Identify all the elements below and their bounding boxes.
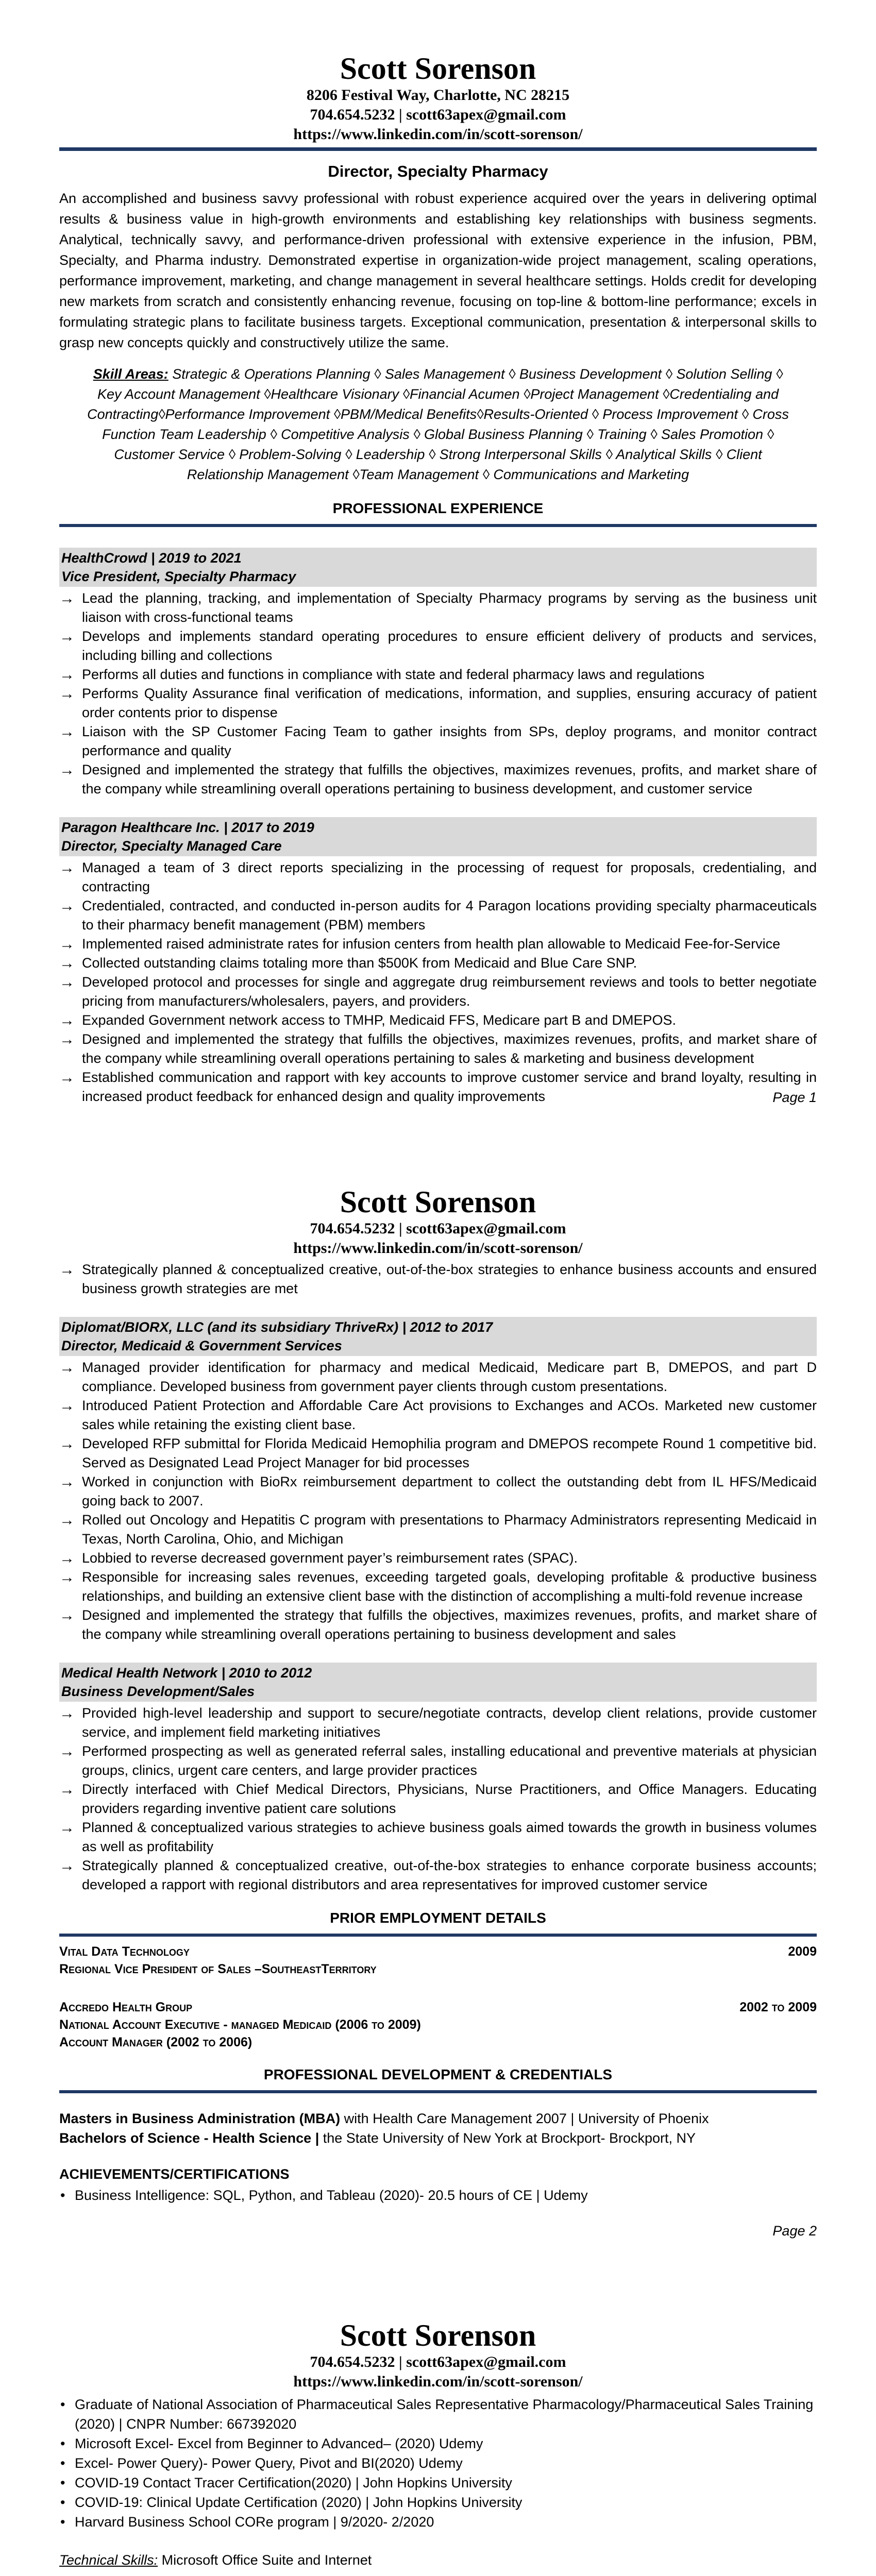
job-company: Medical Health Network | 2010 to 2012: [61, 1665, 312, 1681]
job-header: [59, 1317, 817, 1356]
job-bullets-carryover: [59, 1260, 817, 1298]
prior-years: 2002 to 2009: [739, 2000, 817, 2014]
job-header: [59, 817, 817, 856]
job-bullets: [59, 589, 817, 799]
bullet-item: → Develops and implements standard operating procedures to ensure efficient delivery of products and services, including billing and collections: [59, 627, 817, 665]
bullet-item: → Provided high-level leadership and support to secure/negotiate contracts, develop client relations, provide customer service, and implement field marketing initiatives: [59, 1704, 817, 1742]
prior-role: National Account Executive - managed Medicaid (2006 to 2009): [59, 2018, 421, 2032]
section-prior-employment: PRIOR EMPLOYMENT DETAILS: [330, 1910, 546, 1926]
page-3-content: [59, 2318, 817, 2570]
bullet-item: → Designed and implemented the strategy that fulfills the objectives, maximizes revenues, profits, and market share of the company while streamlining overall operations pertaining to business development, and customer service: [59, 760, 817, 799]
degree-detail: with Health Care Management 2007 | University of Phoenix: [340, 2111, 709, 2126]
bullet-item: → Designed and implemented the strategy that fulfills the objectives, maximizes revenues, profits, and market share of the company while streamlining overall operations pertaining to sales & marketing and business development: [59, 1030, 817, 1068]
achievements-list: [59, 2185, 817, 2205]
bullet-item: → Established communication and rapport with key accounts to improve customer service and brand loyalty, resulting in increased product feedback for enhanced design and quality improvements: [59, 1068, 817, 1106]
job-header: [59, 1663, 817, 1702]
prior-employment-row: [59, 1943, 817, 1960]
prior-company: Vital Data Technology: [59, 1944, 190, 1959]
bullet-item: → Planned & conceptualized various strategies to achieve business goals aimed towards the growth in business volumes as well as profitability: [59, 1818, 817, 1856]
prior-company: Accredo Health Group: [59, 2000, 193, 2014]
header-divider: [59, 147, 817, 151]
phone-email: 704.654.5232 | scott63apex@gmail.com: [310, 2353, 566, 2370]
bullet-item: → Developed protocol and processes for single and aggregate drug reimbursement reviews and tools to better negotiate pricing from manufacturers/wholesalers, payers, and providers.: [59, 973, 817, 1011]
education-entry: [59, 2109, 817, 2128]
bullet-item: → Managed a team of 3 direct reports specializing in the processing of request for proposals, credentialing, and contracting: [59, 858, 817, 896]
technical-skills-label: Technical Skills:: [59, 2552, 158, 2568]
bullet-item: → Expanded Government network access to TMHP, Medicaid FFS, Medicare part B and DMEPOS.: [59, 1011, 817, 1030]
bullet-item: → Liaison with the SP Customer Facing Team to gather insights from SPs, deploy programs, and monitor contract performance and quality: [59, 722, 817, 760]
page-3: [0, 2267, 876, 2576]
candidate-name: Scott Sorenson: [340, 1185, 536, 1219]
job-role: Director, Specialty Managed Care: [61, 838, 282, 854]
address: 8206 Festival Way, Charlotte, NC 28215: [306, 87, 570, 104]
job-bullets: [59, 1358, 817, 1644]
achievements-title: ACHIEVEMENTS/CERTIFICATIONS: [59, 2166, 290, 2182]
job-bullets: [59, 858, 817, 1106]
skill-areas: [80, 364, 796, 485]
job-role: Vice President, Specialty Pharmacy: [61, 569, 296, 584]
section-education: PROFESSIONAL DEVELOPMENT & CREDENTIALS: [263, 2066, 613, 2082]
achievement-item: • Business Intelligence: SQL, Python, and Tableau (2020)- 20.5 hours of CE | Udemy: [59, 2185, 817, 2205]
prior-employment-row: [59, 1998, 817, 2016]
bullet-item: → Performs Quality Assurance final verification of medications, information, and supplies, ensuring accuracy of patient order contents prior to dispense: [59, 684, 817, 722]
technical-skills-text: Microsoft Office Suite and Internet: [158, 2552, 372, 2568]
linkedin-link[interactable]: https://www.linkedin.com/in/scott-sorenson/: [293, 1240, 583, 1257]
bullet-item: → Designed and implemented the strategy that fulfills the objectives, maximizes revenues, profits, and market share of the company while streamlining overall operations pertaining to business development and sales: [59, 1606, 817, 1644]
bullet-item: → Directly interfaced with Chief Medical Directors, Physicians, Nurse Practitioners, and Office Managers. Educating providers regarding inventive patient care solutions: [59, 1780, 817, 1818]
section-divider: [59, 524, 817, 527]
job-company: HealthCrowd | 2019 to 2021: [61, 550, 242, 566]
candidate-name: Scott Sorenson: [340, 2318, 536, 2352]
section-divider: [59, 1934, 817, 1937]
page-number: Page 1: [772, 1090, 817, 1105]
job-role: Business Development/Sales: [61, 1684, 255, 1699]
bullet-item: → Collected outstanding claims totaling more than $500K from Medicaid and Blue Care SNP.: [59, 954, 817, 973]
page-2: [0, 1133, 876, 2267]
professional-title: Director, Specialty Pharmacy: [328, 162, 548, 180]
bullet-item: → Worked in conjunction with BioRx reimbursement department to collect the outstanding debt from IL HFS/Medicaid going back to 2007.: [59, 1472, 817, 1511]
candidate-name: Scott Sorenson: [340, 52, 536, 86]
prior-role: Regional Vice President of Sales –SoutheastTerritory: [59, 1962, 377, 1976]
achievement-item: • Graduate of National Association of Pharmaceutical Sales Representative Pharmacology/Pharmaceutical Sales Training (2020) | CNPR Number: 667392020: [59, 2395, 817, 2434]
bullet-item: → Developed RFP submittal for Florida Medicaid Hemophilia program and DMEPOS recompete Round 1 competitive bid. Served as Designated Lead Project Manager for bid processes: [59, 1434, 817, 1472]
achievements-list: [59, 2395, 817, 2532]
linkedin-link[interactable]: https://www.linkedin.com/in/scott-sorenson/: [293, 2373, 583, 2390]
job-company: Paragon Healthcare Inc. | 2017 to 2019: [61, 820, 314, 835]
achievement-item: • Harvard Business School CORe program | 9/2020- 2/2020: [59, 2512, 817, 2532]
technical-skills: [59, 2550, 817, 2570]
summary-paragraph: An accomplished and business savvy professional with robust experience acquired over the years in delivering optimal results & business value in high-growth environments and establishing key relationships with business segments. Analytical, technically savvy, and performance-driven professional with extensive experience in the infusion, PBM, Specialty, and Pharma industry. Demonstrated expertise in organization-wide project management, scaling operations, performance improvement, marketing, and change management in several healthcare settings. Holds credit for developing new markets from scratch and consistently enhancing revenue, focusing on top-line & bottom-line performance; excels in formulating strategic plans to facilitate business targets. Exceptional communication, presentation & interpersonal skills to grasp new concepts quickly and constructively utilize the same.: [59, 191, 817, 350]
prior-role: Account Manager (2002 to 2006): [59, 2035, 252, 2049]
bullet-item: → Performed prospecting as well as generated referral sales, installing educational and preventive materials at physician groups, clinics, urgent care centers, and large provider practices: [59, 1742, 817, 1780]
page-2-content: [59, 1185, 817, 2205]
job-bullets: [59, 1704, 817, 1894]
page-1-content: [59, 52, 817, 1106]
prior-employment-entry: [59, 1943, 817, 1978]
page-1: [0, 0, 876, 1133]
section-professional-experience: PROFESSIONAL EXPERIENCE: [332, 500, 544, 516]
bullet-item: → Rolled out Oncology and Hepatitis C program with presentations to Pharmacy Administrators representing Medicaid in Texas, North Carolina, Ohio, and Michigan: [59, 1511, 817, 1549]
education-entry: [59, 2128, 817, 2148]
bullet-item: → Strategically planned & conceptualized creative, out-of-the-box strategies to enhance business accounts and ensured business growth strategies are met: [59, 1260, 817, 1298]
achievement-item: • Excel- Power Query)- Power Query, Pivot and BI(2020) Udemy: [59, 2453, 817, 2473]
achievement-item: • Microsoft Excel- Excel from Beginner to Advanced– (2020) Udemy: [59, 2434, 817, 2453]
bullet-item: → Strategically planned & conceptualized creative, out-of-the-box strategies to enhance corporate business accounts; developed a rapport with regional distributors and area representatives for improved customer service: [59, 1856, 817, 1894]
prior-employment-entry: [59, 1998, 817, 2051]
skill-areas-label: Skill Areas:: [93, 366, 169, 382]
prior-years: 2009: [788, 1944, 817, 1959]
phone-email: 704.654.5232 | scott63apex@gmail.com: [310, 1220, 566, 1237]
job-header: [59, 548, 817, 587]
bullet-item: → Introduced Patient Protection and Affordable Care Act provisions to Exchanges and ACOs. Marketed new customer sales while retaining the existing client base.: [59, 1396, 817, 1434]
achievement-item: • COVID-19 Contact Tracer Certification(2020) | John Hopkins University: [59, 2473, 817, 2493]
bullet-item: → Implemented raised administrate rates for infusion centers from health plan allowable to Medicaid Fee-for-Service: [59, 935, 817, 954]
bullet-item: → Managed provider identification for pharmacy and medical Medicaid, Medicare part B, DMEPOS, and part D compliance. Developed business from government payer clients through custom presentations.: [59, 1358, 817, 1396]
resume-header: [59, 52, 817, 144]
job-role: Director, Medicaid & Government Services: [61, 1338, 342, 1353]
page-number: Page 2: [772, 2223, 817, 2239]
bullet-item: → Lead the planning, tracking, and implementation of Specialty Pharmacy programs by serving as the business unit liaison with cross-functional teams: [59, 589, 817, 627]
degree: Bachelors of Science - Health Science |: [59, 2130, 319, 2146]
achievement-item: • COVID-19: Clinical Update Certification (2020) | John Hopkins University: [59, 2493, 817, 2512]
section-divider: [59, 2090, 817, 2093]
bullet-item: → Performs all duties and functions in compliance with state and federal pharmacy laws and regulations: [59, 665, 817, 684]
linkedin-link[interactable]: https://www.linkedin.com/in/scott-sorenson/: [293, 126, 583, 143]
degree-detail: the State University of New York at Brockport- Brockport, NY: [319, 2130, 696, 2146]
skill-areas-list: Strategic & Operations Planning ◊ Sales Management ◊ Business Development ◊ Solution Selling ◊ Key Account Management ◊Healthcare Visionary ◊Financial Acumen ◊Project Management ◊Credentialing and Contracting◊Performance Improvement ◊PBM/Medical Benefits◊Results-Oriented ◊ Process Improvement ◊ Cross Function Team Leadership ◊ Competitive Analysis ◊ Global Business Planning ◊ Training ◊ Sales Promotion ◊ Customer Service ◊ Problem-Solving ◊ Leadership ◊ Strong Interpersonal Skills ◊ Analytical Skills ◊ Client Relationship Management ◊Team Management ◊ Communications and Marketing: [87, 366, 789, 482]
bullet-item: → Credentialed, contracted, and conducted in-person audits for 4 Paragon locations providing specialty pharmaceuticals to their pharmacy benefit management (PBM) members: [59, 896, 817, 935]
bullet-item: → Lobbied to reverse decreased government payer’s reimbursement rates (SPAC).: [59, 1549, 817, 1568]
phone-email: 704.654.5232 | scott63apex@gmail.com: [310, 106, 566, 123]
resume-header: [59, 1185, 817, 1258]
job-company: Diplomat/BIORX, LLC (and its subsidiary ThriveRx) | 2012 to 2017: [61, 1319, 493, 1335]
degree: Masters in Business Administration (MBA): [59, 2111, 341, 2126]
bullet-item: → Responsible for increasing sales revenues, exceeding targeted goals, developing profitable & productive business relationships, and building an extensive client base with the distinction of accomplishing a multi-fold revenue increase: [59, 1568, 817, 1606]
resume-header: [59, 2318, 817, 2392]
